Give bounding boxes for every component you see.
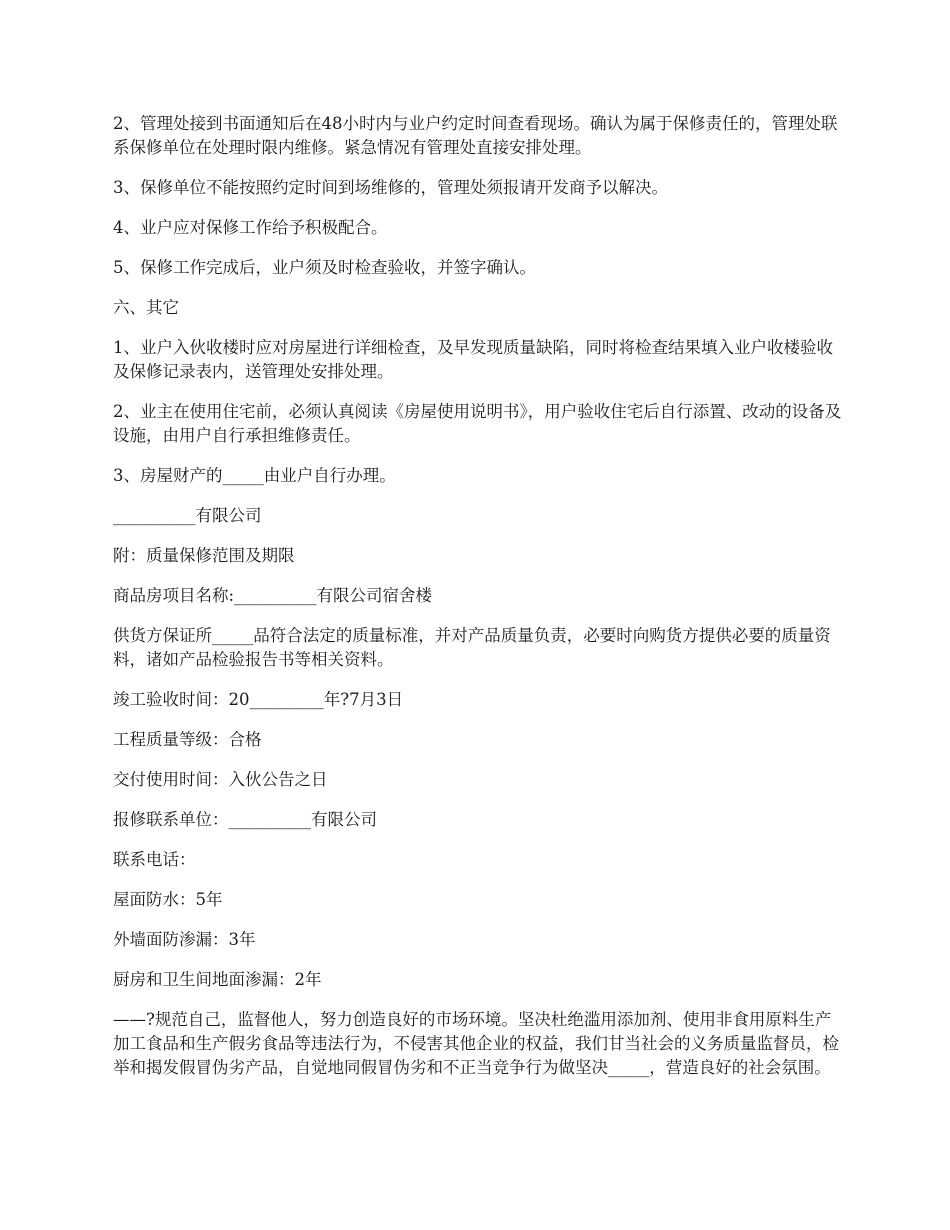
paragraph-self-discipline: ——?规范自己，监督他人，努力创造良好的市场环境。坚决杜绝滥用添加剂、使用非食用原料生产加工食品和生产假劣食品等违法行为，不侵害其他企业的权益，我们甘当社会的义务质量监督员，检举和揭发假冒伪劣产品，自觉地同假冒伪劣和不正当竞争行为做坚决_____，营造良好的社会氛围。 <box>113 1010 839 1077</box>
document-body <box>113 112 843 1096</box>
paragraph-repair-notice: 2、管理处接到书面通知后在48小时内与业户约定时间查看现场。确认为属于保修责任的，管理处联系保修单位在处理时限内维修。紧急情况有管理处直接安排处理。 <box>113 114 838 157</box>
quality-grade: 工程质量等级：合格 <box>113 730 262 749</box>
paragraph-repair-delay: 3、保修单位不能按照约定时间到场维修的，管理处须报请开发商予以解决。 <box>113 178 668 197</box>
paragraph-user-manual: 2、业主在使用住宅前，必须认真阅读《房屋使用说明书》，用户验收住宅后自行添置、改动的设备及设施，由用户自行承担维修责任。 <box>113 402 842 445</box>
paragraph-quality-guarantee: 供货方保证所_____品符合法定的质量标准，并对产品质量负责，必要时向购货方提供必要的质量资料，诸如产品检验报告书等相关资料。 <box>113 626 831 669</box>
completion-date: 竣工验收时间：20_________年?7月3日 <box>113 690 404 709</box>
company-signature-line: __________有限公司 <box>113 506 262 525</box>
warranty-exterior-wall: 外墙面防渗漏：3年 <box>113 930 256 949</box>
paragraph-move-in-inspection: 1、业户入伙收楼时应对房屋进行详细检查，及早发现质量缺陷，同时将检查结果填入业户收楼验收及保修记录表内，送管理处安排处理。 <box>113 338 833 381</box>
warranty-roof: 屋面防水：5年 <box>113 890 223 909</box>
contact-phone: 联系电话： <box>113 850 196 869</box>
section-heading-other: 六、其它 <box>113 298 179 317</box>
paragraph-owner-cooperation: 4、业户应对保修工作给予积极配合。 <box>113 218 388 237</box>
delivery-time: 交付使用时间：入伙公告之日 <box>113 770 328 789</box>
appendix-title: 附：质量保修范围及期限 <box>113 546 295 565</box>
paragraph-acceptance: 5、保修工作完成后，业户须及时检查验收，并签字确认。 <box>113 258 536 277</box>
paragraph-property-insurance: 3、房屋财产的_____由业户自行办理。 <box>113 466 396 485</box>
repair-contact-unit: 报修联系单位：__________有限公司 <box>113 810 377 829</box>
warranty-kitchen-bathroom: 厨房和卫生间地面渗漏：2年 <box>113 970 322 989</box>
project-name: 商品房项目名称:__________有限公司宿舍楼 <box>113 586 433 605</box>
